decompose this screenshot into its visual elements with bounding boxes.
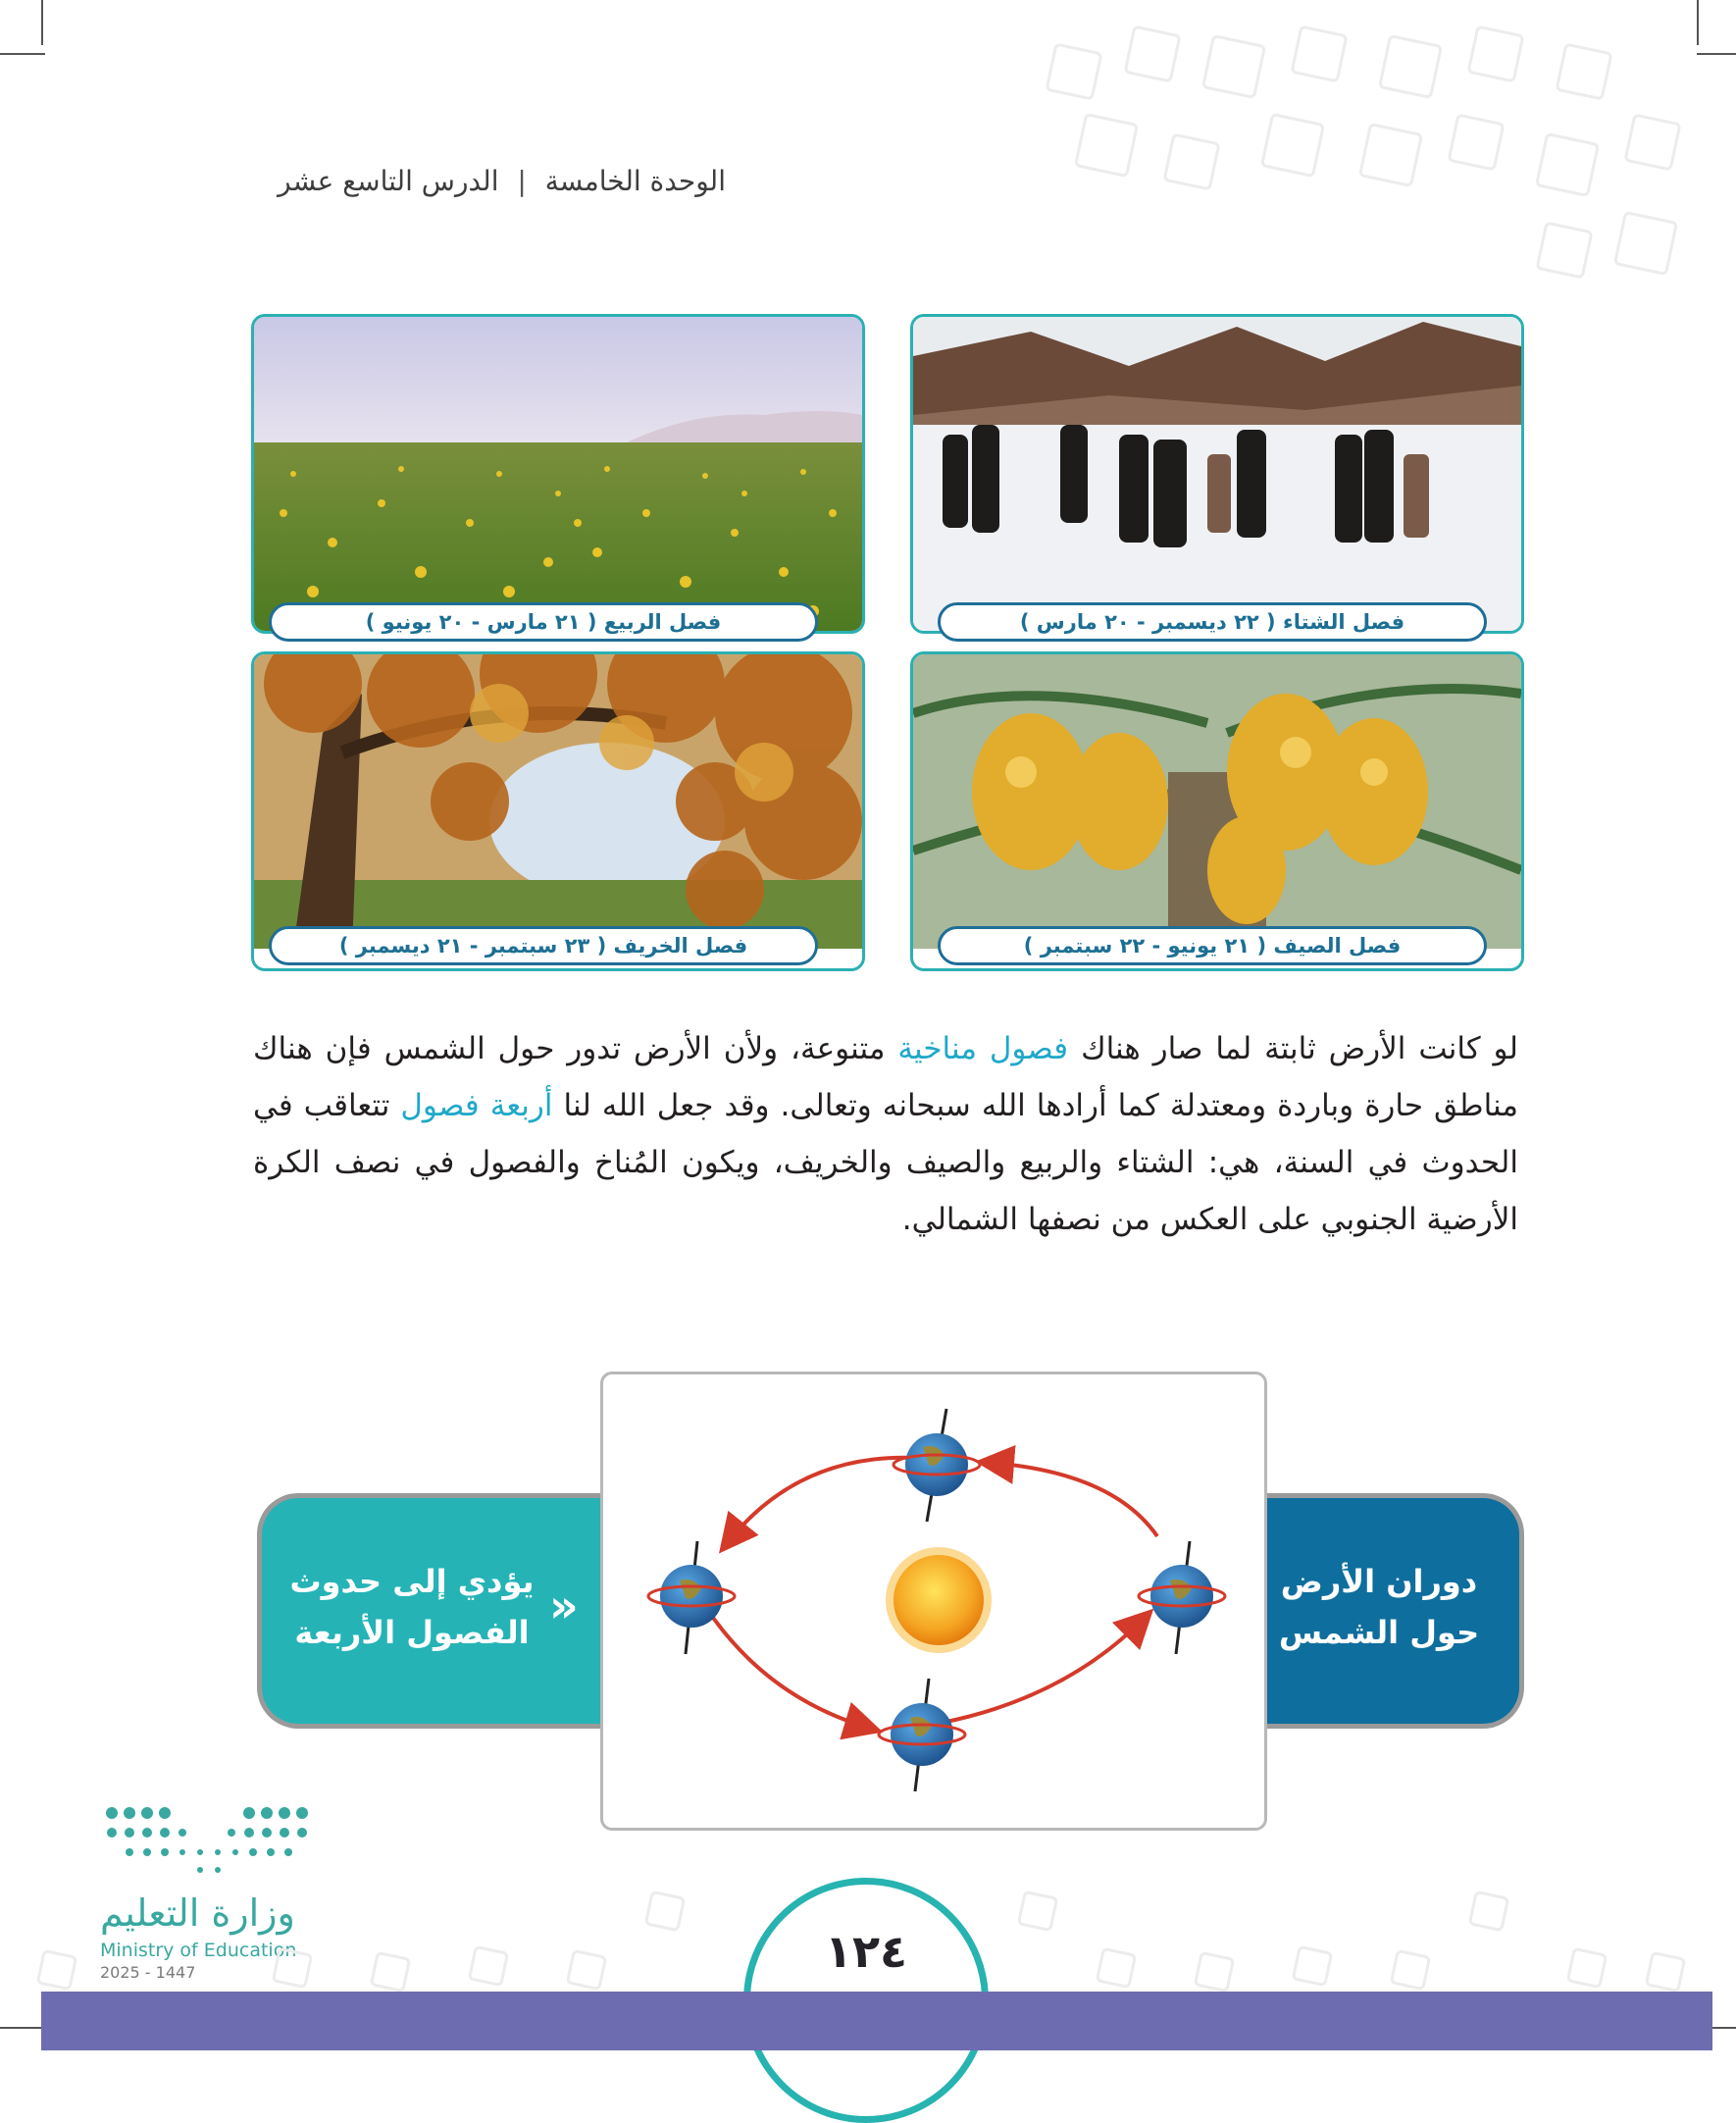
- spring-caption: فصل الربيع ( ٢١ مارس - ٢٠ يونيو ): [269, 602, 818, 642]
- highlight-climate-seasons: فصول مناخية: [897, 1031, 1069, 1066]
- crop-mark: [41, 0, 43, 45]
- cause-line-2: حول الشمس: [1278, 1614, 1480, 1651]
- summer-photo: [910, 651, 1524, 971]
- ministry-name-arabic: وزارة التعليم: [100, 1891, 295, 1935]
- earth-icon: [894, 1409, 980, 1522]
- orbit-diagram: [600, 1372, 1267, 1831]
- result-text: [284, 1556, 539, 1658]
- header-separator: |: [517, 165, 527, 197]
- spring-photo: [251, 314, 865, 634]
- crop-mark: [0, 53, 45, 55]
- edition-year: 2025 - 1447: [100, 1963, 196, 1982]
- footer-bar: [41, 1992, 1712, 2050]
- autumn-caption: فصل الخريف ( ٢٣ سبتمبر - ٢١ ديسمبر ): [269, 926, 818, 965]
- winter-snow-image: [913, 317, 1521, 631]
- paragraph-part-2: متنوعة، ولأن الأرض تدور حول الشمس فإن هناك مناطق حارة وباردة ومعتدلة كما أرادها الله سبحانه وتعالى. وقد جعل الله لنا: [253, 1031, 1518, 1123]
- header-lesson: الدرس التاسع عشر: [278, 165, 499, 197]
- earth-icon: [1139, 1541, 1225, 1654]
- autumn-tree-image: [254, 654, 862, 949]
- cause-line-1: دوران الأرض: [1280, 1563, 1478, 1600]
- body-paragraph: [253, 1020, 1518, 1248]
- paragraph-part-3: تتعاقب في الحدوث في السنة، هي: الشتاء والربيع والصيف والخريف، ويكون المُناخ والفصول في نصف الكرة الأرضية الجنوبي على العكس من نصفها الشمالي.: [253, 1088, 1518, 1237]
- winter-caption: فصل الشتاء ( ٢٢ ديسمبر - ٢٠ مارس ): [938, 602, 1487, 642]
- cause-text: [1271, 1556, 1487, 1658]
- page-header: [278, 165, 726, 197]
- page-number: ١٢٤: [824, 1925, 908, 1978]
- summer-caption: فصل الصيف ( ٢١ يونيو - ٢٢ سبتمبر ): [938, 926, 1487, 965]
- summer-dates-image: [913, 654, 1521, 949]
- arrow-icon: »: [549, 1579, 565, 1632]
- highlight-four-seasons: أربعة فصول: [400, 1088, 553, 1123]
- earth-orbit-illustration: [603, 1374, 1264, 1828]
- winter-photo: [910, 314, 1524, 634]
- paragraph-part-1: لو كانت الأرض ثابتة لما صار هناك: [1068, 1031, 1518, 1066]
- result-line-1: يؤدي إلى حدوث: [289, 1563, 535, 1600]
- crop-mark: [0, 2027, 45, 2029]
- autumn-photo: [251, 651, 865, 971]
- header-unit: الوحدة الخامسة: [544, 165, 726, 197]
- crop-mark: [1697, 0, 1699, 45]
- crop-mark: [1697, 53, 1736, 55]
- ministry-name-english: Ministry of Education: [100, 1940, 297, 1961]
- result-line-2: الفصول الأربعة: [294, 1614, 530, 1651]
- spring-field-image: [254, 317, 862, 631]
- sun-icon: [886, 1547, 992, 1653]
- earth-icon: [879, 1679, 965, 1791]
- ministry-logo-dots: [102, 1803, 318, 1882]
- earth-icon: [648, 1541, 735, 1654]
